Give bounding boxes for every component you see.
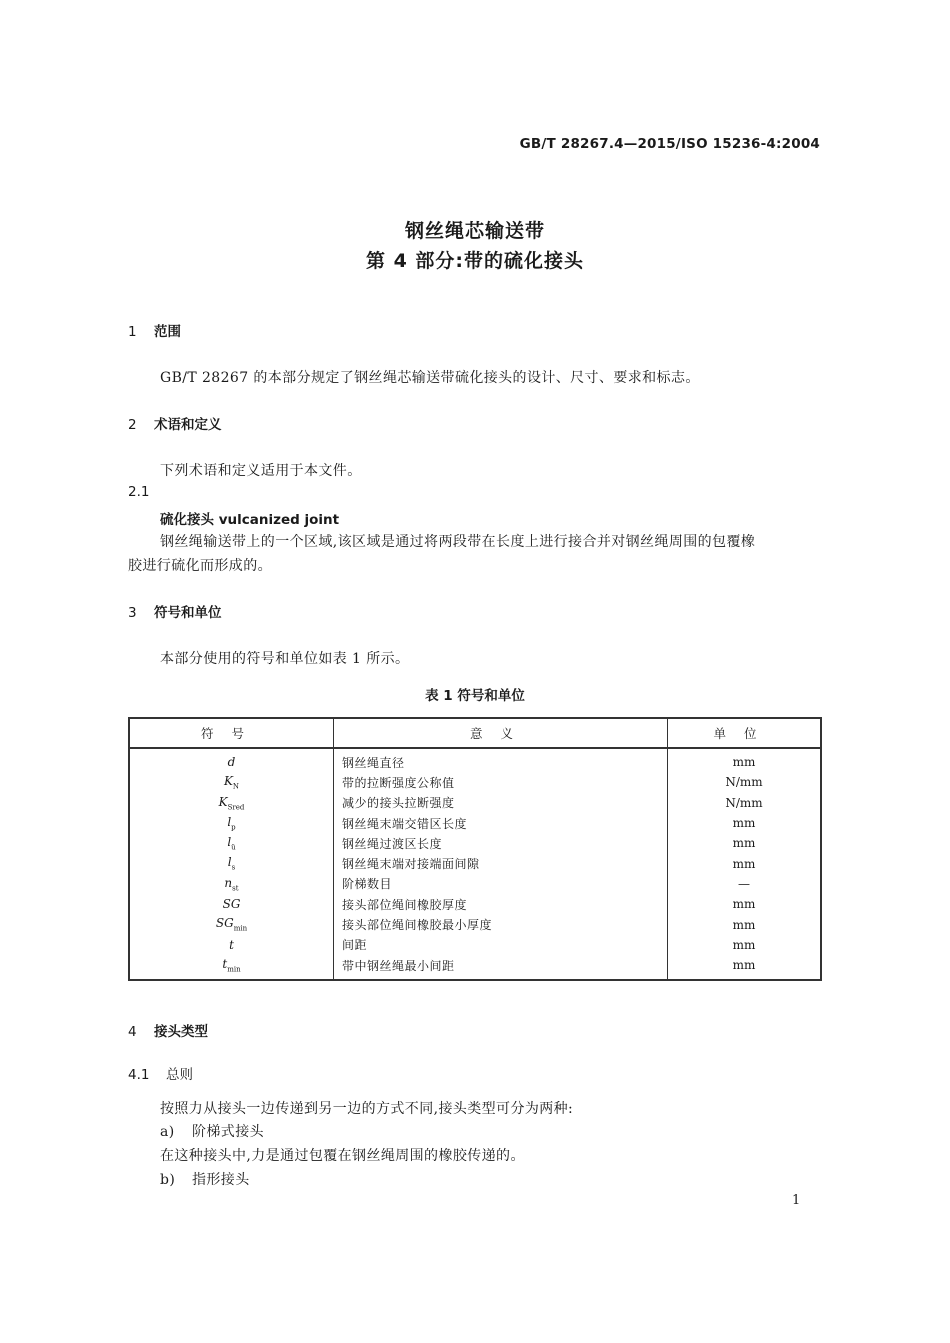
symbol-text: SG	[222, 897, 241, 912]
section-1-heading	[128, 320, 181, 340]
symbol-cell	[129, 813, 334, 833]
table-row	[129, 772, 821, 792]
section-2-intro: 下列术语和定义适用于本文件。	[160, 463, 362, 479]
section-number: 1	[128, 324, 137, 340]
meaning-cell: 接头部位绳间橡胶最小厚度	[334, 914, 668, 934]
table-body	[129, 748, 821, 980]
meaning-cell: 钢丝绳末端对接端面间隙	[334, 853, 668, 873]
page-number: 1	[792, 1193, 801, 1208]
symbol-subscript: min	[233, 924, 248, 933]
symbol-subscript: s	[231, 863, 236, 872]
symbol-cell	[129, 955, 334, 980]
symbol-cell	[129, 793, 334, 813]
meaning-cell: 阶梯数目	[334, 874, 668, 894]
section-title: 总则	[166, 1067, 193, 1083]
meaning-cell: 间距	[334, 935, 668, 955]
list-text: 阶梯式接头	[192, 1124, 264, 1140]
section-title: 符号和单位	[154, 605, 222, 621]
unit-cell: mm	[668, 935, 822, 955]
table-row	[129, 853, 821, 873]
section-4-1-heading	[128, 1063, 193, 1083]
table-row	[129, 955, 821, 980]
symbol-subscript: st	[232, 884, 239, 893]
list-item-a-description: 在这种接头中,力是通过包覆在钢丝绳周围的橡胶传递的。	[160, 1148, 525, 1164]
meaning-cell: 带中钢丝绳最小间距	[334, 955, 668, 980]
section-2-heading	[128, 413, 222, 433]
list-text: 指形接头	[192, 1172, 250, 1188]
list-item-b	[160, 1169, 250, 1189]
symbol-cell	[129, 772, 334, 792]
section-number: 2	[128, 417, 137, 433]
document-title: 钢丝绳芯输送带	[404, 220, 545, 242]
symbol-text: K	[218, 794, 228, 809]
term-definition-line-2: 胶进行硫化而形成的。	[128, 558, 272, 574]
symbol-text: n	[224, 875, 233, 890]
section-title: 范围	[154, 324, 181, 340]
symbol-text: d	[227, 755, 236, 770]
term-number: 2.1	[128, 484, 150, 500]
symbol-cell	[129, 833, 334, 853]
symbol-text: l	[227, 835, 232, 850]
meaning-cell: 钢丝绳过渡区长度	[334, 833, 668, 853]
symbols-table	[128, 717, 822, 981]
table-header-row	[129, 718, 821, 748]
header-meaning: 意义	[334, 718, 668, 748]
meaning-cell: 带的拉断强度公称值	[334, 772, 668, 792]
section-4-heading	[128, 1020, 208, 1040]
symbol-text: t	[229, 937, 234, 952]
symbol-text: K	[223, 774, 233, 789]
symbol-subscript: min	[227, 965, 241, 974]
table-row	[129, 894, 821, 914]
symbol-cell	[129, 874, 334, 894]
section-4-1-intro: 按照力从接头一边传递到另一边的方式不同,接头类型可分为两种:	[160, 1101, 574, 1117]
unit-cell: mm	[668, 813, 822, 833]
symbol-cell	[129, 935, 334, 955]
symbol-text: SG	[215, 916, 234, 931]
list-label: a)	[160, 1124, 175, 1140]
section-number: 3	[128, 605, 137, 621]
symbol-text: t	[222, 956, 228, 971]
list-item-a	[160, 1121, 264, 1141]
section-number: 4	[128, 1024, 137, 1040]
unit-cell: mm	[668, 833, 822, 853]
table-row	[129, 793, 821, 813]
table-row	[129, 748, 821, 772]
symbol-cell	[129, 894, 334, 914]
unit-cell: mm	[668, 853, 822, 873]
meaning-cell: 钢丝绳末端交错区长度	[334, 813, 668, 833]
unit-cell: mm	[668, 914, 822, 934]
meaning-cell: 减少的接头拉断强度	[334, 793, 668, 813]
unit-cell: N/mm	[668, 793, 822, 813]
list-label: b)	[160, 1172, 176, 1188]
meaning-cell: 接头部位绳间橡胶厚度	[334, 894, 668, 914]
symbol-cell	[129, 914, 334, 934]
section-title: 术语和定义	[154, 417, 222, 433]
standard-number: GB/T 28267.4—2015/ISO 15236-4:2004	[519, 136, 820, 152]
unit-cell: mm	[668, 748, 822, 772]
unit-cell: N/mm	[668, 772, 822, 792]
table-row	[129, 813, 821, 833]
section-number: 4.1	[128, 1067, 150, 1083]
symbol-cell	[129, 853, 334, 873]
table-row	[129, 833, 821, 853]
table-row	[129, 874, 821, 894]
symbol-subscript: N	[232, 782, 240, 791]
symbol-text: l	[227, 814, 232, 829]
meaning-cell: 钢丝绳直径	[334, 748, 668, 772]
term-title: 硫化接头 vulcanized joint	[160, 512, 340, 528]
symbol-text: l	[227, 855, 232, 870]
section-title: 接头类型	[154, 1024, 208, 1040]
header-symbol: 符号	[129, 718, 334, 748]
table-row	[129, 935, 821, 955]
header-unit: 单位	[668, 718, 822, 748]
table-row	[129, 914, 821, 934]
unit-cell: mm	[668, 894, 822, 914]
symbol-cell	[129, 748, 334, 772]
symbol-subscript: ü	[231, 843, 236, 852]
unit-cell: mm	[668, 955, 822, 980]
document-subtitle: 第 4 部分:带的硫化接头	[365, 250, 585, 272]
term-definition-line-1: 钢丝绳输送带上的一个区域,该区域是通过将两段带在长度上进行接合并对钢丝绳周围的包覆橡	[160, 534, 756, 550]
symbol-subscript: p	[231, 823, 236, 832]
section-1-text: GB/T 28267 的本部分规定了钢丝绳芯输送带硫化接头的设计、尺寸、要求和标志。	[160, 370, 700, 386]
unit-cell: —	[668, 874, 822, 894]
table-caption: 表 1 符号和单位	[425, 688, 525, 704]
symbol-subscript: Sred	[227, 802, 245, 811]
section-3-intro: 本部分使用的符号和单位如表 1 所示。	[160, 651, 410, 667]
section-3-heading	[128, 601, 222, 621]
